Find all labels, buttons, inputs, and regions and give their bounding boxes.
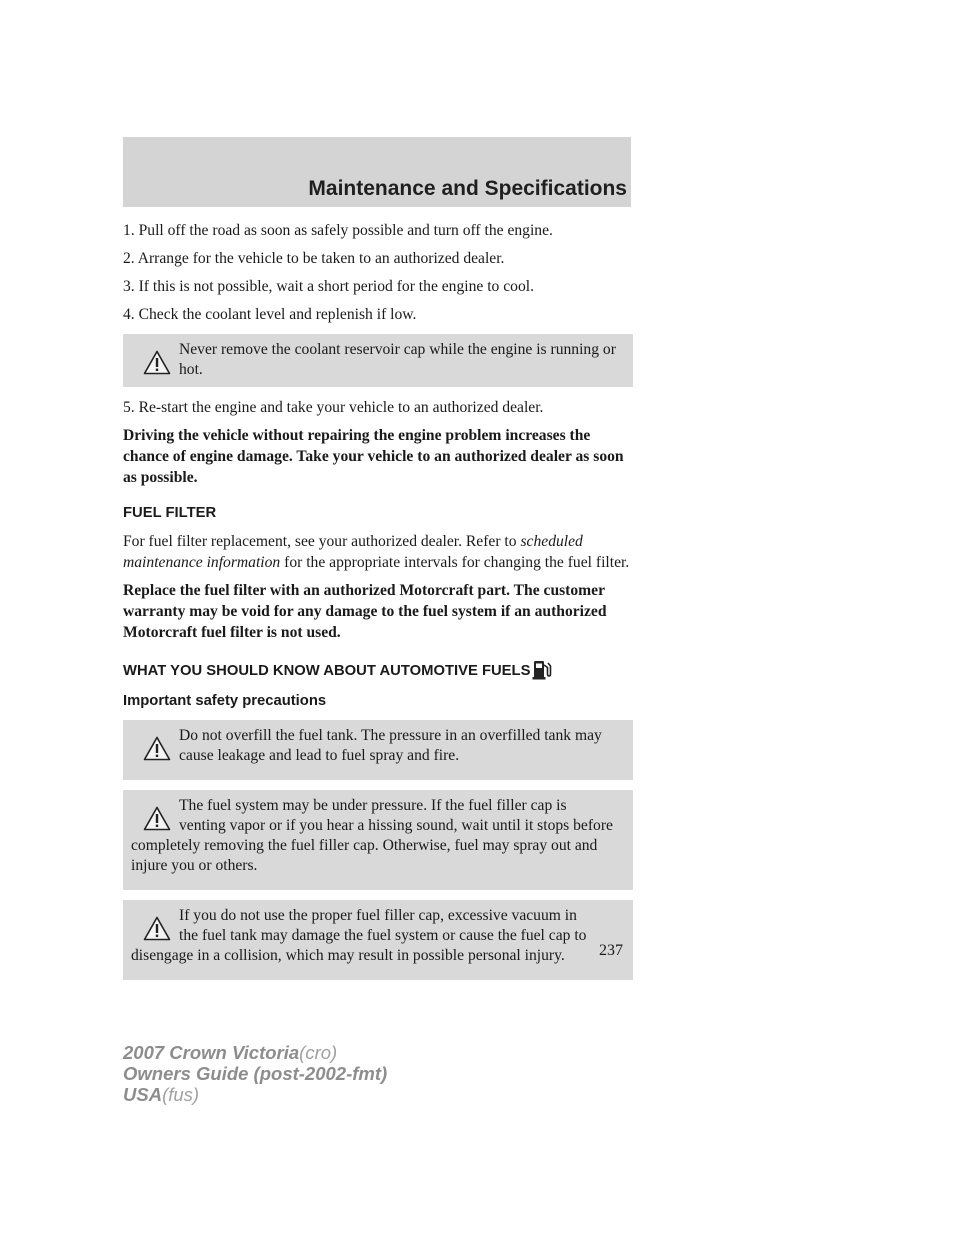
footer-market: USA — [123, 1084, 163, 1105]
footer-model: 2007 Crown Victoria — [123, 1042, 300, 1063]
step-4: 4. Check the coolant level and replenish if low. — [123, 306, 417, 323]
warning-pressure-text — [131, 796, 625, 876]
automotive-fuels-heading — [123, 658, 633, 681]
footer-line-3 — [123, 1084, 387, 1105]
warning-triangle-icon — [143, 736, 171, 761]
warning-overfill-first: Do not overfill the fuel tank. The pressure in an overfilled tank — [179, 727, 572, 744]
section-header-band — [123, 137, 631, 207]
warning-coolant-cap — [123, 334, 633, 387]
footer-model-code: (cro) — [299, 1042, 338, 1063]
fuel-filter-text-after: for the appropriate intervals for changing the fuel filter. — [284, 554, 630, 571]
document-footer — [123, 1042, 387, 1105]
scheduled-maintenance-reference: scheduled maintenance information — [123, 533, 583, 571]
warning-filler-cap-first: If you do not use the proper fuel filler cap, excessive vacuum in — [179, 907, 577, 924]
warning-filler-cap-text — [131, 906, 625, 966]
fuel-pump-icon — [532, 658, 552, 680]
warning-filler-cap — [123, 900, 633, 980]
page-number: 237 — [599, 942, 623, 959]
footer-line-2: Owners Guide (post-2002-fmt) — [123, 1063, 388, 1084]
fuel-filter-paragraph — [123, 531, 633, 573]
warning-overfill-text — [131, 726, 625, 766]
warning-triangle-icon — [143, 916, 171, 941]
step-5: 5. Re-start the engine and take your vehicle to an authorized dealer. — [123, 399, 544, 416]
warning-triangle-icon — [143, 806, 171, 831]
warning-pressure — [123, 790, 633, 890]
warning-filler-cap-rest: the fuel tank may damage the fuel system or cause the fuel cap to disengage in a collision, which may result in possible personal injury. — [131, 927, 587, 964]
warning-overfill — [123, 720, 633, 780]
warning-triangle-icon — [143, 350, 171, 375]
section-title: Maintenance and Specifications — [308, 177, 627, 200]
step-1: 1. Pull off the road as soon as safely possible and turn off the engine. — [123, 222, 553, 239]
warning-coolant-text: Never remove the coolant reservoir cap while the engine is running or hot. — [179, 341, 616, 378]
driving-note: Driving the vehicle without repairing the engine problem increases the chance of engine damage. Take your vehicle to an authorized dealer as soon as possible. — [123, 427, 624, 486]
warning-pressure-first: The fuel system may be under pressure. If the fuel filler cap is — [179, 797, 567, 814]
footer-line-1 — [123, 1042, 387, 1063]
warning-pressure-rest: venting vapor or if you hear a hissing sound, wait until it stops before completely removing the fuel filler cap. Otherwise, fuel may spray out and injure you or others. — [131, 817, 613, 874]
footer-market-code: (fus) — [162, 1084, 200, 1105]
automotive-fuels-heading-text: WHAT YOU SHOULD KNOW ABOUT AUTOMOTIVE FUELS — [123, 663, 531, 679]
step-3: 3. If this is not possible, wait a short period for the engine to cool. — [123, 278, 534, 295]
fuel-filter-heading: FUEL FILTER — [123, 505, 217, 521]
warning-overfill-rest: may cause leakage and lead to fuel spray and fire. — [179, 727, 602, 764]
fuel-filter-note: Replace the fuel filter with an authorized Motorcraft part. The customer warranty may be void for any damage to the fuel system if an authorized Motorcraft fuel filter is not used. — [123, 582, 607, 641]
step-2: 2. Arrange for the vehicle to be taken to an authorized dealer. — [123, 250, 505, 267]
page-content — [123, 220, 633, 990]
safety-precautions-subheading: Important safety precautions — [123, 693, 327, 709]
fuel-filter-text-before: For fuel filter replacement, see your authorized dealer. Refer to — [123, 533, 517, 550]
